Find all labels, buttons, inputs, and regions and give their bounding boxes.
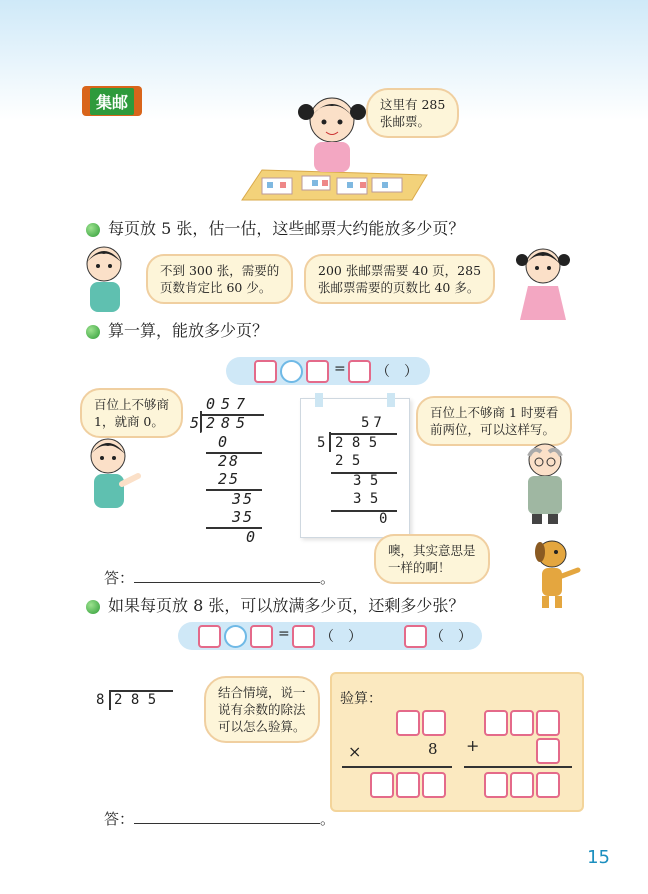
boy-bubble-q1 [146,254,293,304]
answer-box[interactable] [510,710,534,736]
left-long-division [186,392,276,552]
green-bullet-icon [86,223,100,237]
division-bracket [329,432,331,452]
step-value: 0 [218,433,228,451]
hint-bubble-line-1: 结合情境，说一 [218,685,306,700]
dog-bubble-line-2: 一样的啊！ [388,560,451,575]
dividend: 285 [206,414,252,432]
unit-parentheses[interactable]: （ ） [320,629,362,645]
step-value: 35 [232,490,255,508]
answer-box[interactable] [422,710,446,736]
dog-bubble-line-1: 噢，其实意思是 [388,543,476,558]
grandpa-bubble-line-2: 前两位，可以这样写。 [430,422,556,437]
answer-box[interactable] [404,625,427,648]
answer-box[interactable] [536,772,560,798]
answer-box[interactable] [484,710,508,736]
equals-sign: = [334,361,346,377]
quotient: 57 [361,415,386,431]
answer-box[interactable] [396,772,420,798]
divisor: 5 [317,435,326,451]
boy-bubble-q2-line-1: 百位上不够商 [94,397,170,412]
step-value: 28 [218,452,241,470]
answer-label: 答： [104,810,135,828]
girl-bubble-q1 [304,254,495,304]
grandpa-bubble-line-1: 百位上不够商 1 时要看 [430,405,559,420]
quotient: 057 [206,395,252,413]
green-bullet-icon [86,325,100,339]
answer-box[interactable] [306,360,329,383]
step-value: 25 [218,470,241,488]
answer-box[interactable] [536,738,560,764]
verification-label: 验算： [340,691,382,707]
girl-illustration [512,244,574,324]
grandpa-illustration [514,440,576,526]
intro-bubble [366,88,459,138]
grandpa-bubble [416,396,572,446]
answer-box[interactable] [510,772,534,798]
step-value: 3 5 [353,473,379,489]
divisor: 5 [190,414,200,432]
answer-line-2 [104,808,335,829]
boy-bubble-q1-line-1: 不到 300 张，需要的 [160,263,280,278]
dog-illustration [524,536,582,610]
question-2-text: 算一算，能放多少页？ [108,321,269,340]
boy-pointing-illustration [82,436,142,522]
answer-blank[interactable] [134,568,320,583]
equals-sign: = [278,626,290,642]
question-2 [86,318,268,341]
dividend: 2 8 5 [335,435,378,451]
sum-line [464,766,572,768]
division-bracket [109,690,111,710]
multiplier: 8 [428,740,438,758]
step-value: 0 [246,528,256,546]
hint-bubble-line-3: 可以怎么验算。 [218,719,306,734]
step-value: 35 [232,508,255,526]
unit-parentheses[interactable]: （ ） [376,364,418,380]
green-bullet-icon [86,600,100,614]
girl-bubble-q1-line-1: 200 张邮票需要 40 页，285 [318,263,482,278]
answer-box[interactable] [536,710,560,736]
equation-bar-1 [226,357,430,385]
equation-bar-2 [178,622,482,650]
section-title-tag [82,86,142,116]
answer-period: 。 [320,569,336,587]
dog-bubble [374,534,490,584]
answer-box[interactable] [198,625,221,648]
unit-parentheses[interactable]: （ ） [430,629,472,645]
operator-circle[interactable] [280,360,303,383]
step-value: 3 5 [353,491,379,507]
answer-box[interactable] [484,772,508,798]
question-1-text: 每页放 5 张，估一估，这些邮票大约能放多少页？ [108,219,465,238]
division-bracket [200,411,202,433]
worked-division-paper [300,398,410,538]
answer-line-1 [104,567,335,588]
question-1 [86,216,464,239]
boy-bubble-q1-line-2: 页数肯定比 60 少。 [160,280,272,295]
step-value: 2 5 [335,453,361,469]
answer-blank[interactable] [134,809,320,824]
times-sign: × [348,742,362,761]
question-3 [86,593,464,616]
answer-box[interactable] [422,772,446,798]
answer-period: 。 [320,810,336,828]
step-value: 0 [379,511,388,527]
question-3-text: 如果每页放 8 张，可以放满多少页，还剩多少张？ [108,596,465,615]
intro-bubble-line-1: 这里有 285 [380,97,446,112]
hint-bubble-line-2: 说有余数的除法 [218,702,306,717]
answer-box[interactable] [250,625,273,648]
division-by-8 [96,690,186,714]
answer-box[interactable] [370,772,394,798]
intro-bubble-line-2: 张邮票。 [380,114,431,129]
plus-sign: + [466,736,480,755]
boy-bubble-q2 [80,388,183,438]
answer-label: 答： [104,569,135,587]
product-line [342,766,452,768]
boy-bubble-q2-line-2: 1，就商 0。 [94,414,164,429]
boy-thinking-illustration [80,244,130,319]
divisor: 8 [96,692,105,708]
section-title: 集邮 [90,88,134,115]
dividend[interactable]: 2 8 5 [114,692,157,708]
operator-circle[interactable] [224,625,247,648]
answer-box[interactable] [396,710,420,736]
girl-bubble-q1-line-2: 张邮票需要的页数比 40 多。 [318,280,480,295]
answer-box[interactable] [254,360,277,383]
verification-panel [330,672,584,812]
answer-box[interactable] [292,625,315,648]
hint-bubble-q3 [204,676,320,743]
answer-box[interactable] [348,360,371,383]
page-number: 15 [587,847,610,868]
